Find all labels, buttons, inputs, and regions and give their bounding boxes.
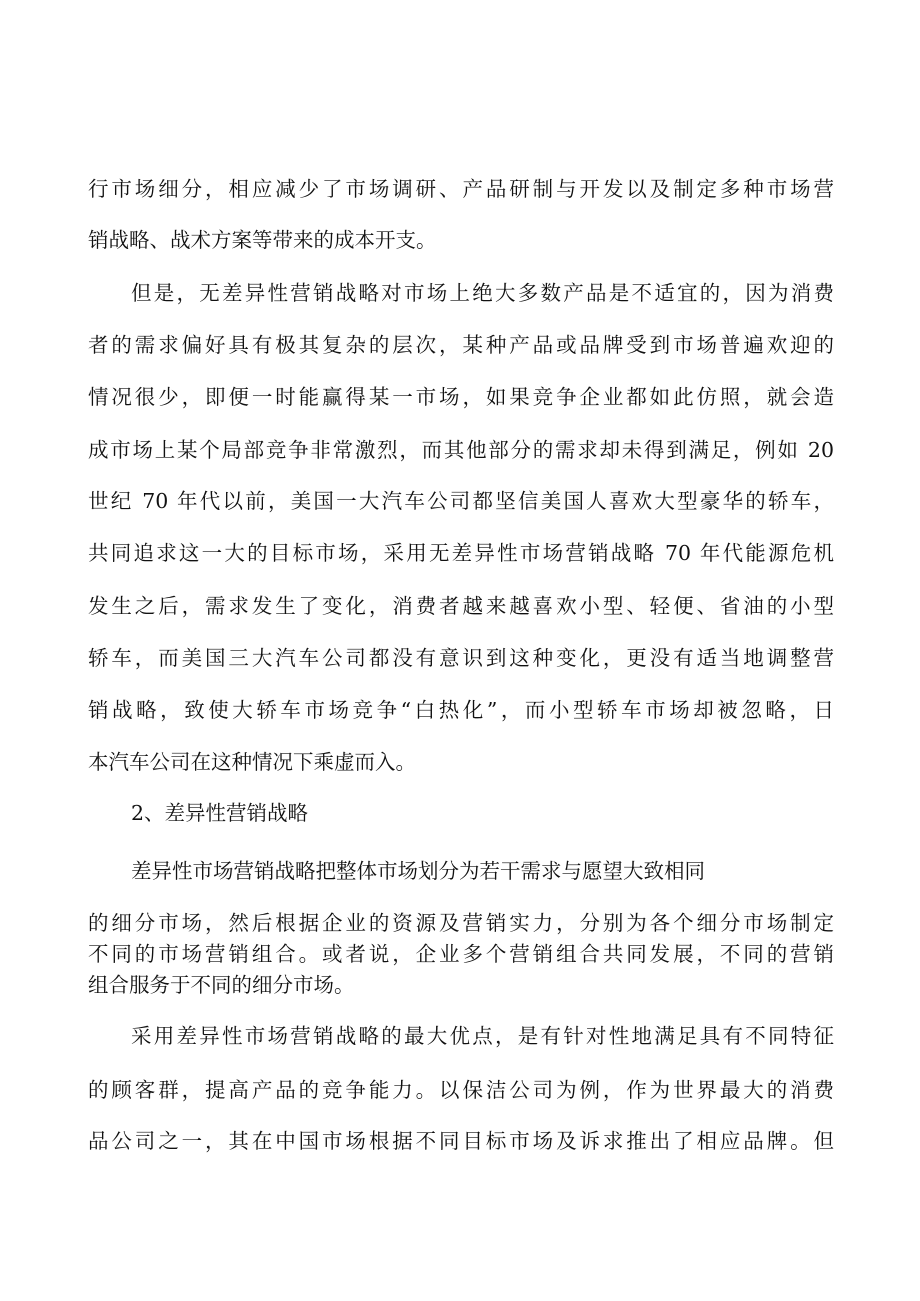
para2-line-8: 轿车，而美国三大汽车公司都没有意识到这种变化，更没有适当地调整营 — [88, 646, 834, 670]
para1-line-2: 销战略、战术方案等带来的成本开支。 — [88, 228, 437, 252]
para2-line-9: 销战略，致使大轿车市场竞争“白热化”，而小型轿车市场却被忽略，日 — [88, 698, 834, 722]
para2-line-3: 情况很少，即便一时能赢得某一市场，如果竞争企业都如此仿照，就会造 — [88, 385, 834, 409]
para3-line-4: 组合服务于不同的细分市场。 — [88, 973, 355, 997]
para2-line-7: 发生之后，需求发生了变化，消费者越来越喜欢小型、轻便、省油的小型 — [88, 594, 834, 618]
para2-line-4: 成市场上某个局部竞争非常激烈，而其他部分的需求却未得到满足，例如 20 — [88, 438, 834, 462]
para1-line-1: 行市场细分，相应减少了市场调研、产品研制与开发以及制定多种市场营 — [88, 177, 834, 201]
para4-line-1: 采用差异性市场营销战略的最大优点，是有针对性地满足具有不同特征 — [131, 1024, 834, 1048]
para2-line-1: 但是，无差异性营销战略对市场上绝大多数产品是不适宜的，因为消费 — [131, 281, 834, 305]
para2-line-2: 者的需求偏好具有极其复杂的层次，某种产品或品牌受到市场普遍欢迎的 — [88, 333, 834, 357]
para2-line-5: 世纪 70 年代以前，美国一大汽车公司都坚信美国人喜欢大型豪华的轿车， — [88, 489, 834, 513]
section-heading: 2、差异性营销战略 — [131, 801, 309, 825]
para4-line-2: 的顾客群，提高产品的竞争能力。以保洁公司为例，作为世界最大的消费 — [88, 1078, 834, 1102]
para3-line-1: 差异性市场营销战略把整体市场划分为若干需求与愿望大致相同 — [131, 859, 705, 883]
para2-line-10: 本汽车公司在这种情况下乘虚而入。 — [88, 750, 416, 774]
para3-line-3: 不同的市场营销组合。或者说，企业多个营销组合共同发展，不同的营销 — [88, 942, 834, 966]
para3-line-2: 的细分市场，然后根据企业的资源及营销实力，分别为各个细分市场制定 — [88, 911, 834, 935]
para2-line-6: 共同追求这一大的目标市场，采用无差异性市场营销战略 70 年代能源危机 — [88, 541, 834, 565]
para4-line-3: 品公司之一，其在中国市场根据不同目标市场及诉求推出了相应品牌。但 — [88, 1129, 834, 1153]
